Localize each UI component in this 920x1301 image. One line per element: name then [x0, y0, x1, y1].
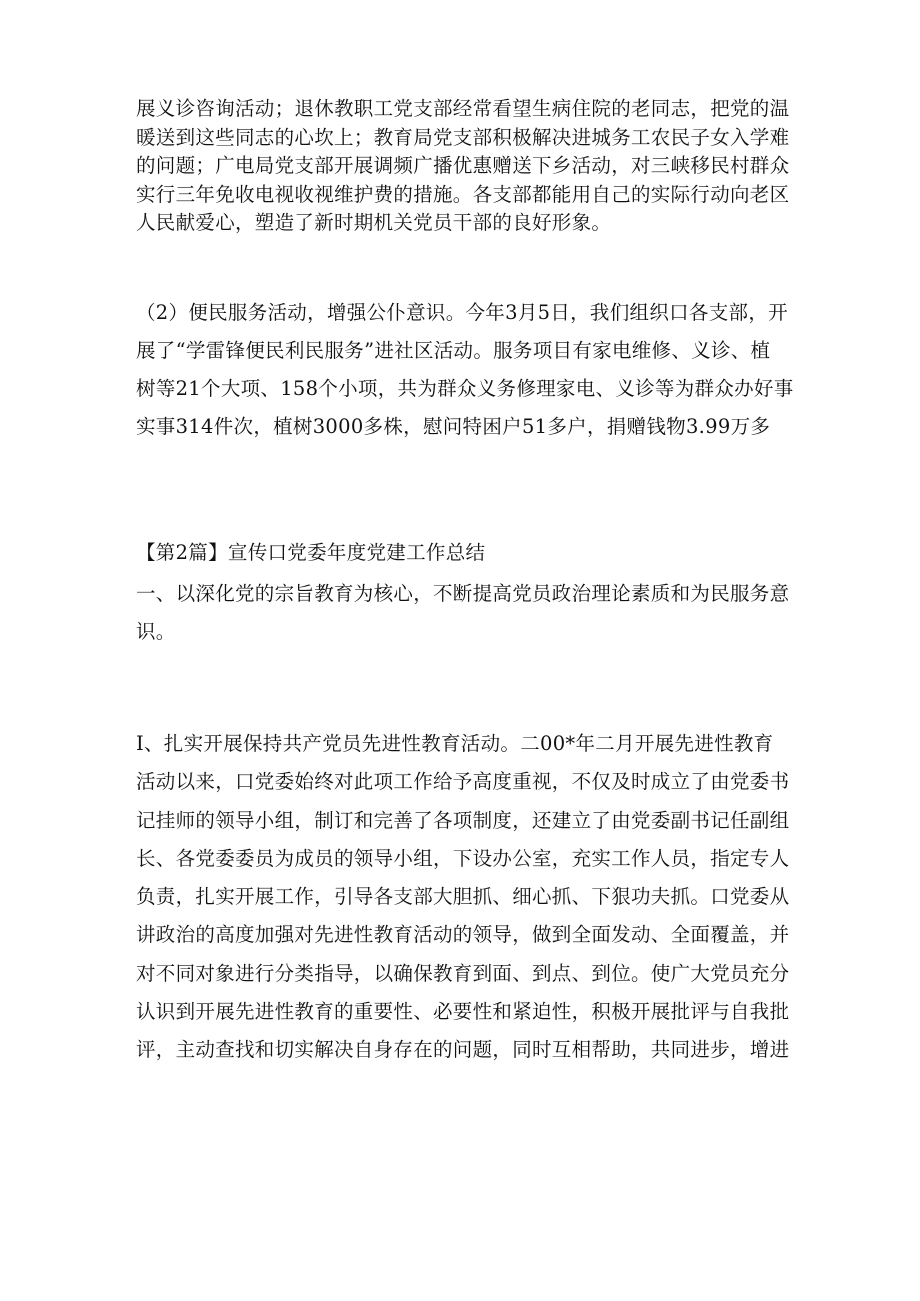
- text-line: 展了“学雷锋便民利民服务”进社区活动。服务项目有家电维修、义诊、植: [136, 339, 771, 362]
- text-line: 对不同对象进行分类指导，以确保教育到面、到点、到位。使广大党员充分: [136, 961, 790, 985]
- text-line: 长、各党委委员为成员的领导小组，下设办公室，充实工作人员，指定专人: [136, 846, 790, 870]
- text-line: 实事314件次，植树3000多株，慰问特困户51多户，捐赠钱物3.99万多: [136, 415, 771, 438]
- paragraph-convenience-services: [136, 294, 792, 446]
- text-line: 树等21个大项、158个小项，共为群众义务修理家电、义诊等为群众办好事: [136, 377, 794, 400]
- text-line: I、扎实开展保持共产党员先进性教育活动。二00*年二月开展先进性教育: [136, 732, 774, 755]
- text-line: 识。: [136, 620, 176, 643]
- article-title: [136, 534, 792, 572]
- text-line: 一、以深化党的宗旨教育为核心，不断提高党员政治理论素质和为民服务意: [136, 582, 790, 605]
- text-line: 评，主动查找和切实解决自身存在的问题，同时互相帮助，共同进步，增进: [136, 1038, 790, 1062]
- text-line: 人民献爱心，塑造了新时期机关党员干部的良好形象。: [136, 211, 612, 234]
- text-line: 讲政治的高度加强对先进性教育活动的领导，做到全面发动、全面覆盖，并: [136, 923, 790, 947]
- text-line: 活动以来，口党委始终对此项工作给予高度重视，不仅及时成立了由党委书: [136, 770, 790, 794]
- article-title-text: 【第2篇】宣传口党委年度党建工作总结: [136, 541, 486, 564]
- text-line: 暖送到这些同志的心坎上；教育局党支部积极解决进城务工农民子女入学难: [136, 125, 790, 149]
- text-line: （2）便民服务活动，增强公仆意识。今年3月5日，我们组织口各支部，开: [136, 301, 788, 324]
- text-line: 实行三年免收电视收视维护费的措施。各支部都能用自己的实际行动向老区: [136, 182, 790, 206]
- section-heading: [136, 575, 792, 651]
- text-line: 负责，扎实开展工作，引导各支部大胆抓、细心抓、下狠功夫抓。口党委从: [136, 885, 790, 909]
- text-line: 记挂师的领导小组，制订和完善了各项制度，还建立了由党委副书记任副组: [136, 808, 790, 832]
- text-line: 展义诊咨询活动；退休教职工党支部经常看望生病住院的老同志，把党的温: [136, 97, 790, 120]
- text-line: 的问题；广电局党支部开展调频广播优惠赠送下乡活动，对三峡移民村群众: [136, 154, 790, 177]
- paragraph-volunteer-activities: [136, 95, 792, 238]
- text-line: 认识到开展先进性教育的重要性、必要性和紧迫性，积极开展批评与自我批: [136, 1000, 790, 1024]
- paragraph-advanced-education: [136, 725, 792, 1070]
